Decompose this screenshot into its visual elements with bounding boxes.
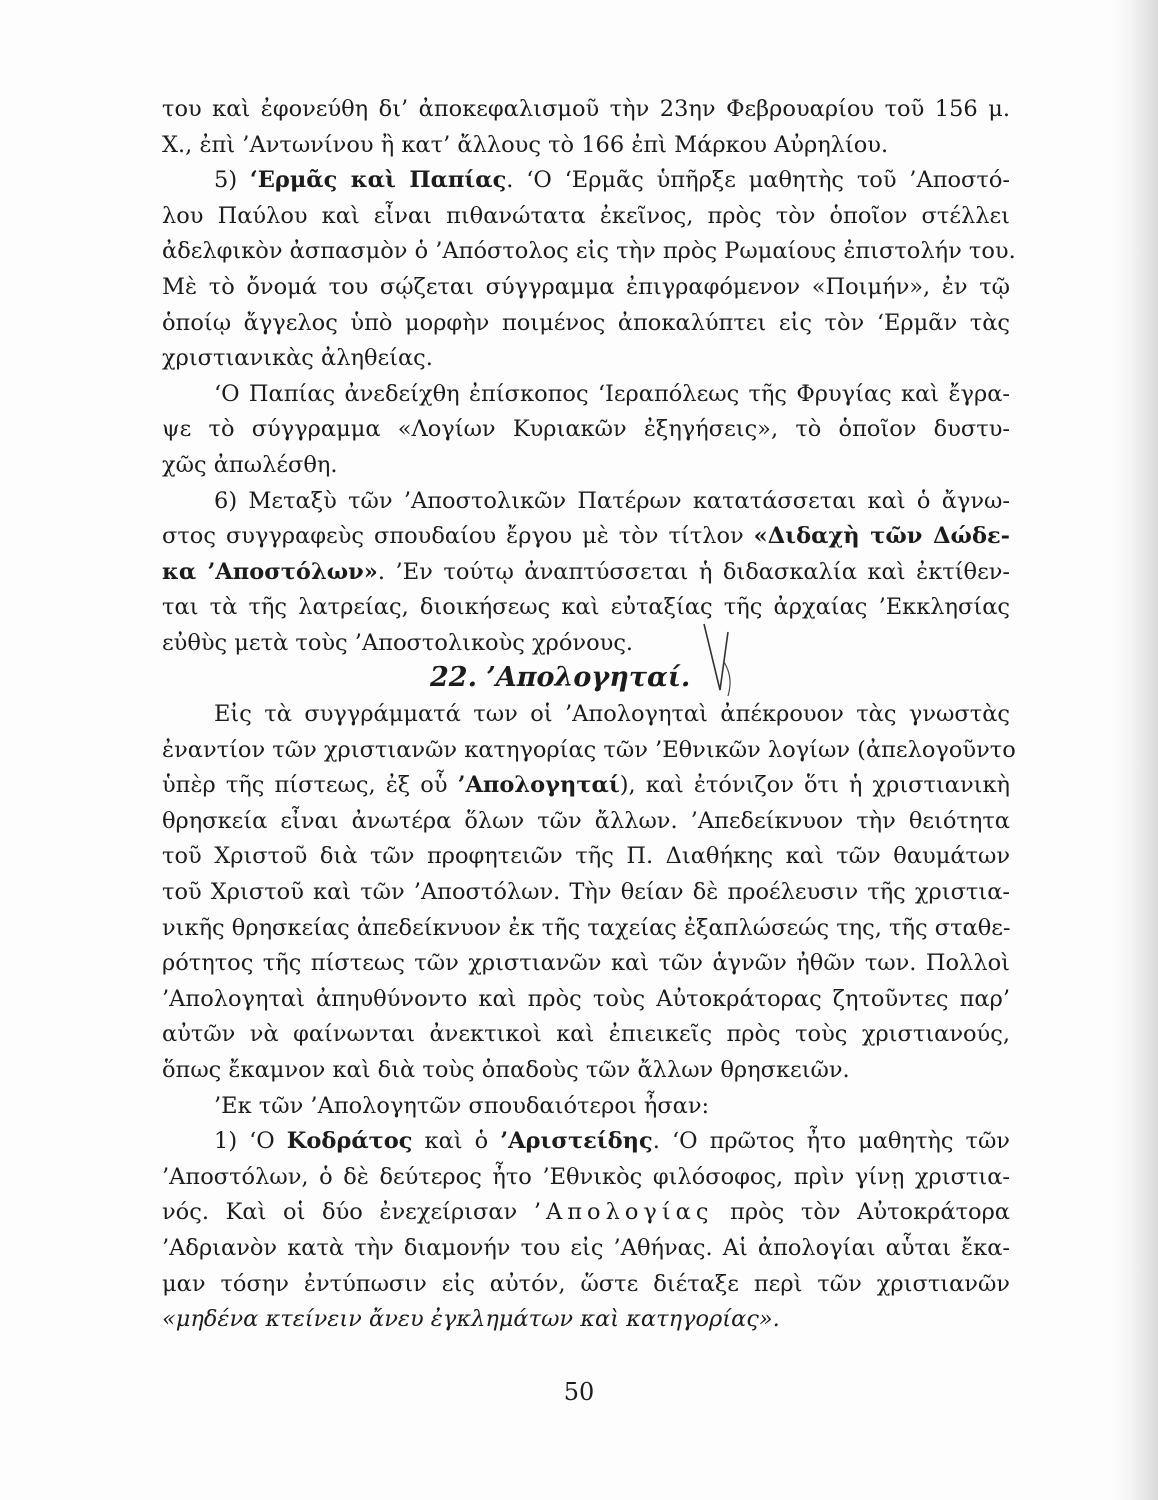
text-line: [162, 412, 1010, 448]
text-span: 5): [214, 167, 250, 194]
text-span: τοῦ Χριστοῦ καὶ τῶν ’Αποστόλων. Τὴν θείαν δὲ προέλευσιν τῆς χριστια-: [162, 879, 1010, 906]
text-span: Χ., ἐπὶ ’Αντωνίνου ἢ κατ’ ἄλλους τὸ 166 ἐπὶ Μάρκου Αὐρηλίου.: [162, 131, 889, 158]
text-span: ), καὶ ἐτόνιζον ὅτι ἡ χριστιανικὴ: [619, 772, 1010, 799]
text-line: [162, 1053, 1010, 1089]
text-line: [162, 911, 1010, 947]
bold-term: Κοδράτος: [286, 1128, 413, 1155]
section-heading: 22. ’Απολογηταί.: [430, 662, 691, 693]
text-line: [162, 697, 1010, 733]
text-span: . ‘Ο πρῶτος ἦτο μαθητὴς τῶν: [652, 1128, 1010, 1155]
text-line: [162, 555, 1010, 591]
text-span: ἀδελφικὸν ἀσπασμὸν ὁ ’Απόστολος εἰς τὴν πρὸς Ρωμαίους ἐπιστολήν του.: [162, 238, 1016, 265]
text-line: [162, 1124, 1010, 1160]
text-line: [162, 875, 1010, 911]
bold-term: κα ’Αποστόλων»: [162, 558, 378, 585]
text-span: . ‘Ο ‘Ερμᾶς ὑπῆρξε μαθητὴς τοῦ ’Αποστό-: [506, 167, 1010, 194]
text-line: [162, 590, 1010, 626]
text-span: ’Αδριανὸν κατὰ τὴν διαμονήν του εἰς ’Αθήνας. Αἱ ἀπολογίαι αὗται ἔκα-: [162, 1235, 1010, 1261]
text-span: Εἰς τὰ συγγράμματά των οἱ ’Απολογηταὶ ἀπέκρουον τὰς γνωστὰς: [214, 701, 1010, 728]
text-span: ’Αποστόλων, ὁ δὲ δεύτερος ἦτο ’Εθνικὸς φιλόσοφος, πρὶν γίνῃ χριστια-: [162, 1163, 1010, 1190]
text-line: [162, 1267, 1010, 1303]
text-span: λου Παύλου καὶ εἶναι πιθανώτατα ἐκεῖνος, πρὸς τὸν ὁποῖον στέλλει: [162, 202, 1010, 229]
page-number: 50: [563, 1378, 595, 1406]
text-line: [162, 839, 1010, 875]
text-span: ‘Ο Παπίας ἀνεδείχθη ἐπίσκοπος ‘Ιεραπόλεως τῆς Φρυγίας καὶ ἔγρα-: [214, 380, 1010, 407]
text-line: [162, 448, 1010, 484]
text-line: [162, 484, 1010, 520]
text-line: [162, 234, 1016, 270]
text-line: [162, 377, 1010, 413]
text-line: [162, 1017, 1010, 1053]
bold-term: ’Απολογηταί: [457, 772, 620, 799]
text-line: [162, 733, 1016, 769]
italic-quote: «μηδένα κτείνειν ἄνευ ἐγκλημάτων καὶ κατηγορίας».: [162, 1306, 780, 1333]
text-span: χριστιανικὰς ἀληθείας.: [162, 345, 433, 372]
body-text: [162, 92, 1016, 1338]
text-line: [162, 1231, 1010, 1267]
text-line: [162, 768, 1010, 804]
text-line: [162, 163, 1010, 199]
text-line: [162, 128, 1010, 164]
text-span: πρὸς τὸν Αὐτοκράτορα: [713, 1199, 1010, 1226]
text-span: ’Εκ τῶν ’Απολογητῶν σπουδαιότεροι ἦσαν:: [214, 1092, 710, 1119]
text-line: [162, 519, 1010, 555]
text-span: καὶ ὁ: [412, 1128, 501, 1155]
text-line: [162, 804, 1010, 840]
text-line: [162, 92, 1010, 128]
pen-mark-icon: [690, 622, 740, 702]
bold-term: ‘Ερμᾶς καὶ Παπίας: [249, 167, 507, 194]
text-span: ’Απολογηταὶ ἀπηυθύνοντο καὶ πρὸς τοὺς Αὐτοκράτορας ζητοῦντες παρ’: [162, 985, 1010, 1012]
text-line: [162, 341, 1010, 377]
text-line: [162, 982, 1010, 1018]
text-span: μαν τόσην ἐντύπωσιν εἰς αὐτόν, ὥστε διέταξε περὶ τῶν χριστιανῶν: [162, 1270, 1010, 1297]
text-line: [162, 1160, 1010, 1196]
text-span: νικῆς θρησκείας ἀπεδείκνυον ἐκ τῆς ταχείας ἐξαπλώσεώς της, τῆς σταθε-: [162, 914, 1011, 941]
text-line: [162, 199, 1010, 235]
text-line: [162, 626, 1010, 662]
text-span: 1) ‘Ο: [214, 1128, 287, 1155]
text-span: ὅπως ἔκαμνον καὶ διὰ τοὺς ὀπαδοὺς τῶν ἄλλων θρησκειῶν.: [162, 1057, 850, 1084]
text-span: ρότητος τῆς πίστεως τῶν χριστιανῶν καὶ τῶν ἁγνῶν ἠθῶν των. Πολλοὶ: [162, 950, 1010, 977]
text-line: [162, 946, 1010, 982]
text-line: [162, 1195, 1010, 1231]
bold-term: ’Αριστείδης: [500, 1128, 653, 1155]
binding-shadow: [1110, 0, 1158, 1500]
text-span: στος συγγραφεὺς σπουδαίου ἔργου μὲ τὸν τίτλον: [162, 523, 754, 550]
text-line: [162, 270, 1010, 306]
text-span: ἐναντίον τῶν χριστιανῶν κατηγορίας τῶν ’Εθνικῶν λογίων (ἀπελογοῦντο: [162, 736, 1016, 763]
text-line: [162, 1302, 1010, 1338]
text-span: θρησκεία εἶναι ἀνωτέρα ὅλων τῶν ἄλλων. ’Απεδείκνυον τὴν θειότητα: [162, 807, 1010, 834]
text-span: ται τὰ τῆς λατρείας, διοικήσεως καὶ εὐταξίας τῆς ἀρχαίας ’Εκκλησίας: [162, 594, 1010, 621]
text-span: Μὲ τὸ ὄνομά του σῴζεται σύγγραμμα ἐπιγραφόμενον «Ποιμήν», ἐν τῷ: [162, 273, 1010, 300]
text-line: [162, 306, 1010, 342]
text-span: 6) Μεταξὺ τῶν ’Αποστολικῶν Πατέρων κατατάσσεται καὶ ὁ ἄγνω-: [214, 487, 1010, 514]
text-span: ὁποίῳ ἄγγελος ὑπὸ μορφὴν ποιμένος ἀποκαλύπτει εἰς τὸν ‘Ερμᾶν τὰς: [162, 309, 1010, 336]
text-span: εὐθὺς μετὰ τοὺς ’Αποστολικοὺς χρόνους.: [162, 629, 634, 656]
text-line: [162, 1089, 1010, 1125]
text-span: αὐτῶν νὰ φαίνωνται ἀνεκτικοὶ καὶ ἐπιεικεῖς πρὸς τοὺς χριστιανούς,: [162, 1021, 1010, 1048]
spaced-term: ’Απολογίας: [533, 1199, 714, 1226]
text-span: νός. Καὶ οἱ δύο ἐνεχείρισαν: [162, 1199, 534, 1226]
text-span: . ’Εν τούτῳ ἀναπτύσσεται ἡ διδασκαλία καὶ ἐκτίθεν-: [377, 558, 1011, 585]
bold-term: «Διδαχὴ τῶν Δώδε-: [753, 523, 1010, 550]
text-span: ὑπὲρ τῆς πίστεως, ἐξ οὗ: [162, 772, 458, 799]
text-span: χῶς ἀπωλέσθη.: [162, 451, 338, 478]
text-span: του καὶ ἐφονεύθη δι’ ἀποκεφαλισμοῦ τὴν 23ην Φεβρουαρίου τοῦ 156 μ.: [162, 96, 1010, 122]
text-span: τοῦ Χριστοῦ διὰ τῶν προφητειῶν τῆς Π. Διαθήκης καὶ τῶν θαυμάτων: [162, 843, 1010, 870]
text-span: ψε τὸ σύγγραμμα «Λογίων Κυριακῶν ἐξηγήσεις», τὸ ὁποῖον δυστυ-: [162, 416, 1010, 443]
